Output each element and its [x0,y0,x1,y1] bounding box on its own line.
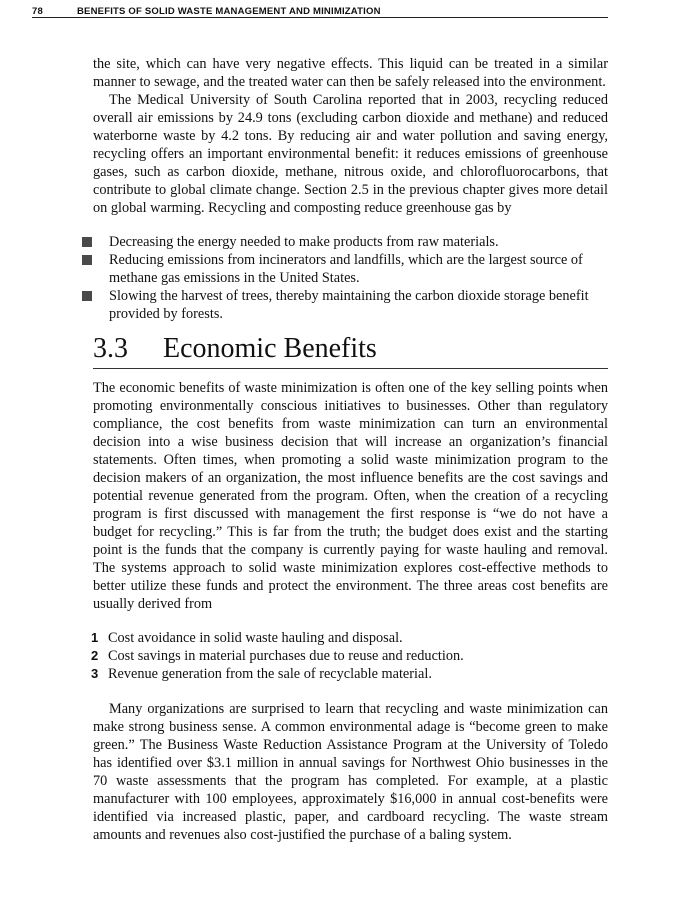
list-item-text: Decreasing the energy needed to make products from raw materials. [109,234,499,250]
paragraph-musc-recycling: The Medical University of South Carolina reported that in 2003, recycling reduced overall air emissions by 24.9 tons (excluding carbon dioxide and methane) and reduced waterborne waste by 4.2 tons. By reducing air and water pollution and saving energy, recycling offers an important environmental benefit: it reduces emissions of greenhouse gases, such as carbon dioxide, methane, nitrous oxide, and chlorofluorocarbons, that contribute to global climate change. Section 2.5 in the previous chapter gives more detail on global warming. Recycling and composting reduce greenhouse gas by [93,92,608,216]
section-heading [93,331,608,369]
list-item [91,629,608,647]
paragraph-economic-intro: The economic benefits of waste minimization is often one of the key selling points when promoting environmentally conscious initiatives to businesses. Other than regulatory compliance, the cost benefits from waste minimization can turn an environmental decision into a wise business decision that will increase an organization’s financial statements. Often times, when promoting a solid waste minimization program to the decision makers of an organization, the most influence benefits are the cost savings and potential revenue generated from the program. Often, when the creation of a recycling program is first discussed with management the first response is “we do not have a budget for recycling.” This is far from the truth; the budget does exist and the starting point is the funds that the company is currently paying for waste hauling and removal. The systems approach to solid waste minimization explores cost-effective methods to better utilize these funds and protect the environment. The three areas cost benefits are usually derived from [93,380,608,612]
list-item [91,647,608,665]
paragraph-continuation: the site, which can have very negative effects. This liquid can be treated in a similar manner to sewage, and the treated water can then be safely released into the environment. [93,56,608,90]
item-number: 1 [91,630,99,645]
item-number: 3 [91,666,99,681]
item-number: 2 [91,648,99,663]
bullet-square-icon [82,255,92,265]
greenhouse-benefits-list [82,233,608,323]
section-title: Economic Benefits [163,333,377,364]
bullet-square-icon [82,237,92,247]
cost-benefit-areas-list [91,629,608,683]
list-item-text: Slowing the harvest of trees, thereby maintaining the carbon dioxide storage benefit provided by forests. [109,288,589,322]
list-item-text: Revenue generation from the sale of recyclable material. [108,666,432,682]
list-item-text: Reducing emissions from incinerators and landfills, which are the largest source of methane gas emissions in the United States. [109,252,583,286]
bullet-square-icon [82,291,92,301]
page-number: 78 [32,6,43,17]
section-number: 3.3 [93,333,128,364]
running-header [32,6,608,18]
list-item [91,665,608,683]
list-item [82,287,608,323]
page-body [93,55,608,844]
list-item-text: Cost avoidance in solid waste hauling and disposal. [108,630,403,646]
paragraph-become-green: Many organizations are surprised to learn that recycling and waste minimization can make strong business sense. A common environmental adage is “become green to make green.” The Business Waste Reduction Assistance Program at the University of Toledo has identified over $3.1 million in annual savings for Northwest Ohio businesses in the 70 waste assessments that the program has completed. For example, at a plastic manufacturer with 100 employees, approximately $16,000 in annual cost-benefits were identified via increased plastic, paper, and cardboard recycling. The waste stream amounts and revenues also cost-justified the purchase of a baling system. [93,701,608,843]
list-item [82,233,608,251]
list-item [82,251,608,287]
running-title: BENEFITS OF SOLID WASTE MANAGEMENT AND MINIMIZATION [77,6,381,17]
list-item-text: Cost savings in material purchases due to reuse and reduction. [108,648,464,664]
